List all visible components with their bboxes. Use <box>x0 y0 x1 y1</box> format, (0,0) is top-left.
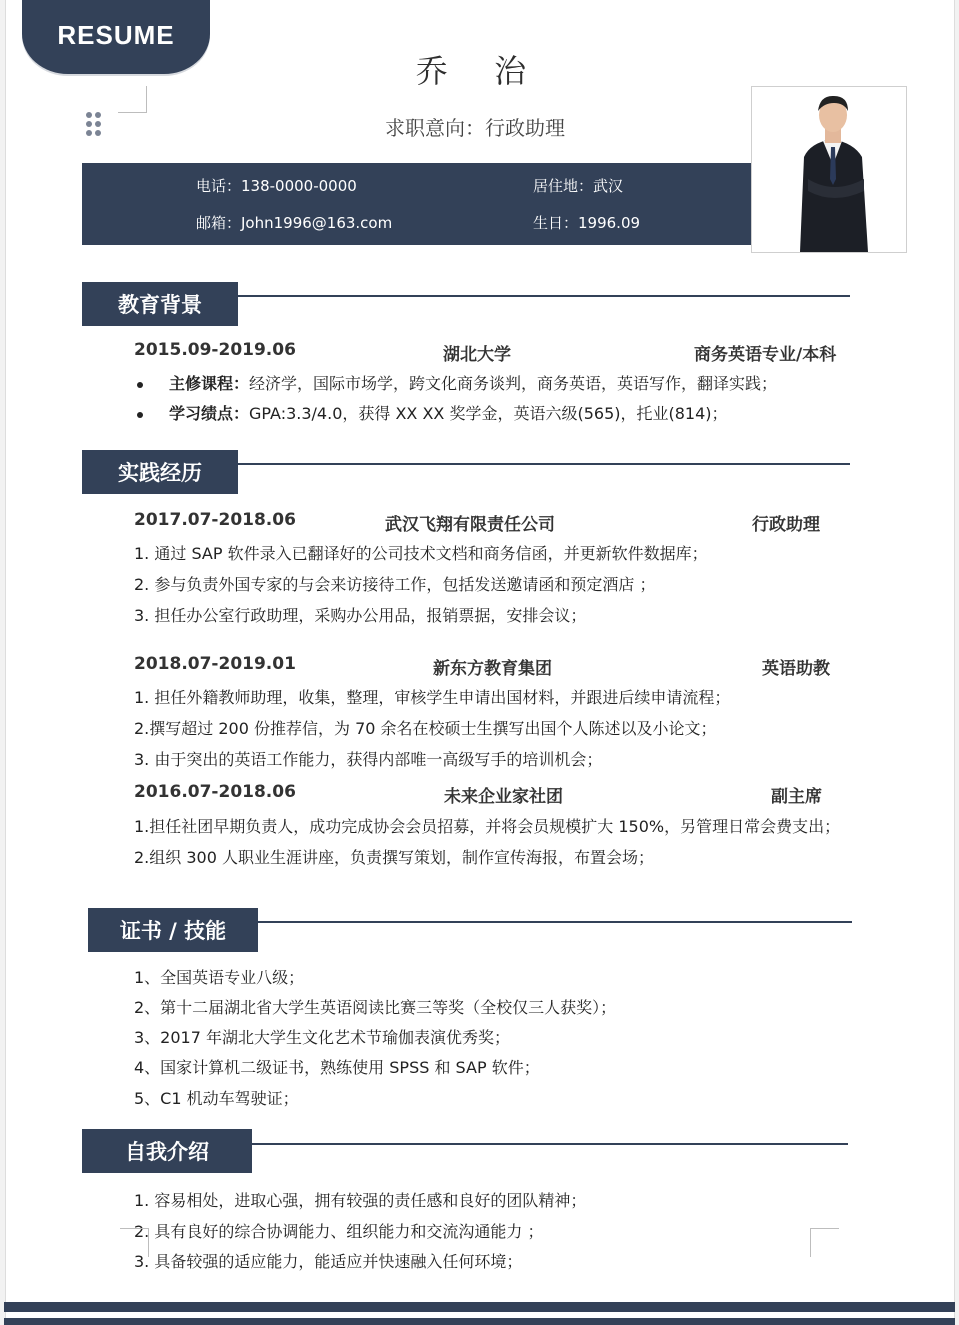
skill-item: 5、C1 机动车驾驶证； <box>134 1089 299 1108</box>
job-period: 2018.07-2019.01 <box>134 654 296 674</box>
grades-text: GPA:3.3/4.0，获得 XX XX 奖学金，英语六级(565)，托业(814)； <box>249 404 728 423</box>
resume-label: RESUME <box>22 0 210 74</box>
person-photo-icon <box>752 87 906 252</box>
page-edge-right <box>954 0 959 1325</box>
candidate-name: 乔 治 <box>415 52 545 90</box>
courses-label: 主修课程： <box>169 374 250 393</box>
job-role: 副主席 <box>771 787 822 807</box>
job-item: 2.撰写超过 200 份推荐信，为 70 余名在校硕士生撰写出国个人陈述以及小论文； <box>134 719 717 738</box>
profile-photo <box>751 86 907 253</box>
job-item: 3. 由于突出的英语工作能力，获得内部唯一高级写手的培训机会； <box>134 750 603 769</box>
job-item: 3. 担任办公室行政助理，采购办公用品，报销票据，安排会议； <box>134 606 587 625</box>
section-line <box>238 295 850 297</box>
edu-period: 2015.09-2019.06 <box>134 340 296 360</box>
corner-mark-bottom-left <box>120 1228 149 1257</box>
section-line <box>238 463 850 465</box>
page-edge-left <box>0 0 6 1325</box>
job-period: 2017.07-2018.06 <box>134 510 296 530</box>
birthday: 生日：1996.09 <box>533 214 641 232</box>
skill-item: 3、2017 年湖北大学生文化艺术节瑜伽表演优秀奖； <box>134 1028 510 1047</box>
job-intent: 求职意向：行政助理 <box>385 116 565 140</box>
edu-major: 商务英语专业/本科 <box>694 345 837 365</box>
intro-item: 3. 具备较强的适应能力，能适应并快速融入任何环境； <box>134 1252 523 1271</box>
job-company: 新东方教育集团 <box>433 659 552 679</box>
bullet-icon <box>137 412 143 418</box>
drag-dots-icon <box>86 112 104 142</box>
edu-grades <box>137 401 728 424</box>
job-item: 2. 参与负责外国专家的与会来访接待工作，包括发送邀请函和预定酒店 ； <box>134 575 656 594</box>
email: 邮箱：John1996@163.com <box>196 214 393 232</box>
skill-item: 1、全国英语专业八级； <box>134 968 305 987</box>
section-line <box>252 1143 848 1145</box>
job-company: 未来企业家社团 <box>444 787 563 807</box>
job-role: 行政助理 <box>752 515 820 535</box>
courses-text: 经济学，国际市场学，跨文化商务谈判，商务英语，英语写作，翻译实践； <box>249 374 778 393</box>
job-company: 武汉飞翔有限责任公司 <box>385 515 555 535</box>
edu-school: 湖北大学 <box>443 345 511 365</box>
residence: 居住地：武汉 <box>533 177 624 195</box>
footer-bar <box>4 1302 955 1312</box>
footer-bar-bottom <box>4 1318 955 1325</box>
section-line <box>258 921 852 923</box>
job-item: 1. 担任外籍教师助理，收集，整理，审核学生申请出国材料，并跟进后续申请流程； <box>134 688 731 707</box>
intro-item: 1. 容易相处，进取心强，拥有较强的责任感和良好的团队精神； <box>134 1191 587 1210</box>
job-period: 2016.07-2018.06 <box>134 782 296 802</box>
skill-item: 2、第十二届湖北省大学生英语阅读比赛三等奖（全校仅三人获奖）； <box>134 998 617 1017</box>
section-title-experience: 实践经历 <box>82 450 238 494</box>
intro-item: 2. 具有良好的综合协调能力、组织能力和交流沟通能力 ； <box>134 1222 544 1241</box>
job-role: 英语助教 <box>762 659 830 679</box>
corner-mark-top <box>118 86 147 113</box>
section-title-skills: 证书 / 技能 <box>88 908 258 952</box>
corner-mark-bottom-right <box>810 1228 839 1257</box>
job-item: 1. 通过 SAP 软件录入已翻译好的公司技术文档和商务信函，并更新软件数据库； <box>134 544 708 563</box>
grades-label: 学习绩点： <box>169 404 250 423</box>
skill-item: 4、国家计算机二级证书，熟练使用 SPSS 和 SAP 软件； <box>134 1058 540 1077</box>
contact-bar <box>82 163 772 245</box>
section-title-education: 教育背景 <box>82 282 238 326</box>
phone: 电话：138-0000-0000 <box>196 177 357 195</box>
job-item: 1.担任社团早期负责人，成功完成协会会员招募，并将会员规模扩大 150%，另管理日常会费支出； <box>134 817 841 836</box>
edu-courses <box>137 371 777 394</box>
section-title-self-intro: 自我介绍 <box>82 1129 252 1173</box>
bullet-icon <box>137 382 143 388</box>
job-item: 2.组织 300 人职业生涯讲座，负责撰写策划，制作宣传海报，布置会场； <box>134 848 654 867</box>
